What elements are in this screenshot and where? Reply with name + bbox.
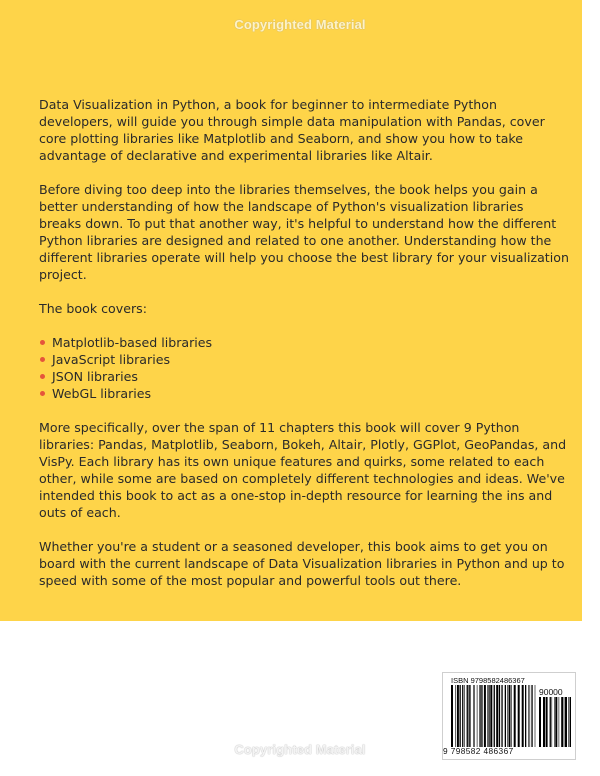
list-item: Matplotlib-based libraries [39, 334, 569, 351]
barcode-stripe [469, 685, 470, 747]
barcode-stripe [522, 685, 524, 747]
barcode-stripe [539, 697, 541, 747]
barcode-stripe [559, 697, 560, 747]
barcode-stripe [509, 685, 511, 747]
price-code: 90000 [539, 687, 563, 697]
barcode-stripe [525, 685, 526, 747]
barcode-stripe [528, 685, 529, 747]
barcode-stripe [554, 697, 555, 747]
barcode-stripe [511, 685, 512, 747]
barcode-stripe [470, 685, 471, 747]
list-item: JavaScript libraries [39, 351, 569, 368]
list-item: WebGL libraries [39, 385, 569, 402]
barcode-stripe [479, 685, 480, 747]
barcode-stripe [451, 685, 453, 747]
barcode-stripe [462, 685, 463, 747]
barcode-stripe [505, 685, 506, 747]
barcode-bars-main [451, 685, 537, 747]
topics-list [39, 334, 569, 402]
barcode-stripe [457, 685, 459, 747]
barcode-stripe [507, 685, 508, 747]
barcode-stripe [555, 697, 557, 747]
isbn-label: ISBN 9798582486367 [451, 676, 525, 685]
barcode-stripe [564, 697, 565, 747]
barcode-stripe [488, 685, 489, 747]
blurb-text [39, 96, 569, 606]
watermark-bottom: Copyrighted Material [234, 742, 366, 757]
barcode-stripe [501, 685, 502, 747]
barcode-stripe [561, 697, 563, 747]
barcode-stripe [460, 685, 461, 747]
barcode-stripe [546, 697, 548, 747]
barcode-stripe [455, 685, 456, 747]
barcode-stripe [496, 685, 498, 747]
paragraph-closing: Whether you're a student or a seasoned developer, this book aims to get you on board with the current landscape of Data Visualization libraries in Python and up to speed with some of the most popular and powerful tools out there. [39, 539, 565, 588]
page-margin [582, 0, 600, 776]
barcode-stripe [530, 685, 531, 747]
paragraph-specifics: More specifically, over the span of 11 chapters this book will cover 9 Python libraries: Pandas, Matplotlib, Seaborn, Bokeh, Altair, Plotly, GGPlot, GeoPandas, and VisPy. Each library has its own unique features and quirks, some related to each other, while some are based on completely different technologies and ideas. We've intended this book to act as a one-stop in-depth resource for learning the ins and outs of each. [39, 420, 567, 520]
barcode-stripe [477, 685, 478, 747]
paragraph-covers: The book covers: [39, 301, 147, 316]
barcode-stripe [570, 697, 572, 747]
paragraph-intro: Data Visualization in Python, a book for beginner to intermediate Python developers, will guide you through simple data manipulation with Pandas, cover core plotting libraries like Matplotlib and Seaborn, and show you how to take advantage of declarative and experimental libraries like Altair. [39, 97, 545, 163]
watermark-top: Copyrighted Material [234, 17, 366, 32]
barcode-stripe [499, 685, 500, 747]
barcode-stripe [514, 685, 516, 747]
list-item: JSON libraries [39, 368, 569, 385]
barcode-stripe [565, 697, 567, 747]
barcode-stripe [494, 685, 495, 747]
barcode-stripe [552, 697, 553, 747]
barcode-stripe [543, 697, 545, 747]
barcode-stripe [518, 685, 520, 747]
barcode-digits: 9 798582 486367 [443, 746, 514, 756]
barcode-stripe [464, 685, 465, 747]
barcode-stripe [467, 685, 468, 747]
barcode-stripe [568, 697, 569, 747]
paragraph-landscape: Before diving too deep into the libraries themselves, the book helps you gain a better understanding of how the landscape of Python's visualization libraries breaks down. To put that another way, it's helpful to understand how the different Python libraries are designed and related to one another. Understanding how the different libraries operate will help you choose the best library for your visualization project. [39, 182, 569, 282]
barcode-bars-addon [539, 697, 571, 747]
barcode-stripe [490, 685, 492, 747]
barcode-stripe [487, 685, 488, 747]
barcode-stripe [484, 685, 486, 747]
barcode-stripe [473, 685, 474, 747]
barcode-stripe [535, 685, 536, 747]
barcode-stripe [481, 685, 482, 747]
barcode-stripe [550, 697, 551, 747]
barcode-stripe [474, 685, 475, 747]
barcode-stripe [531, 685, 532, 747]
